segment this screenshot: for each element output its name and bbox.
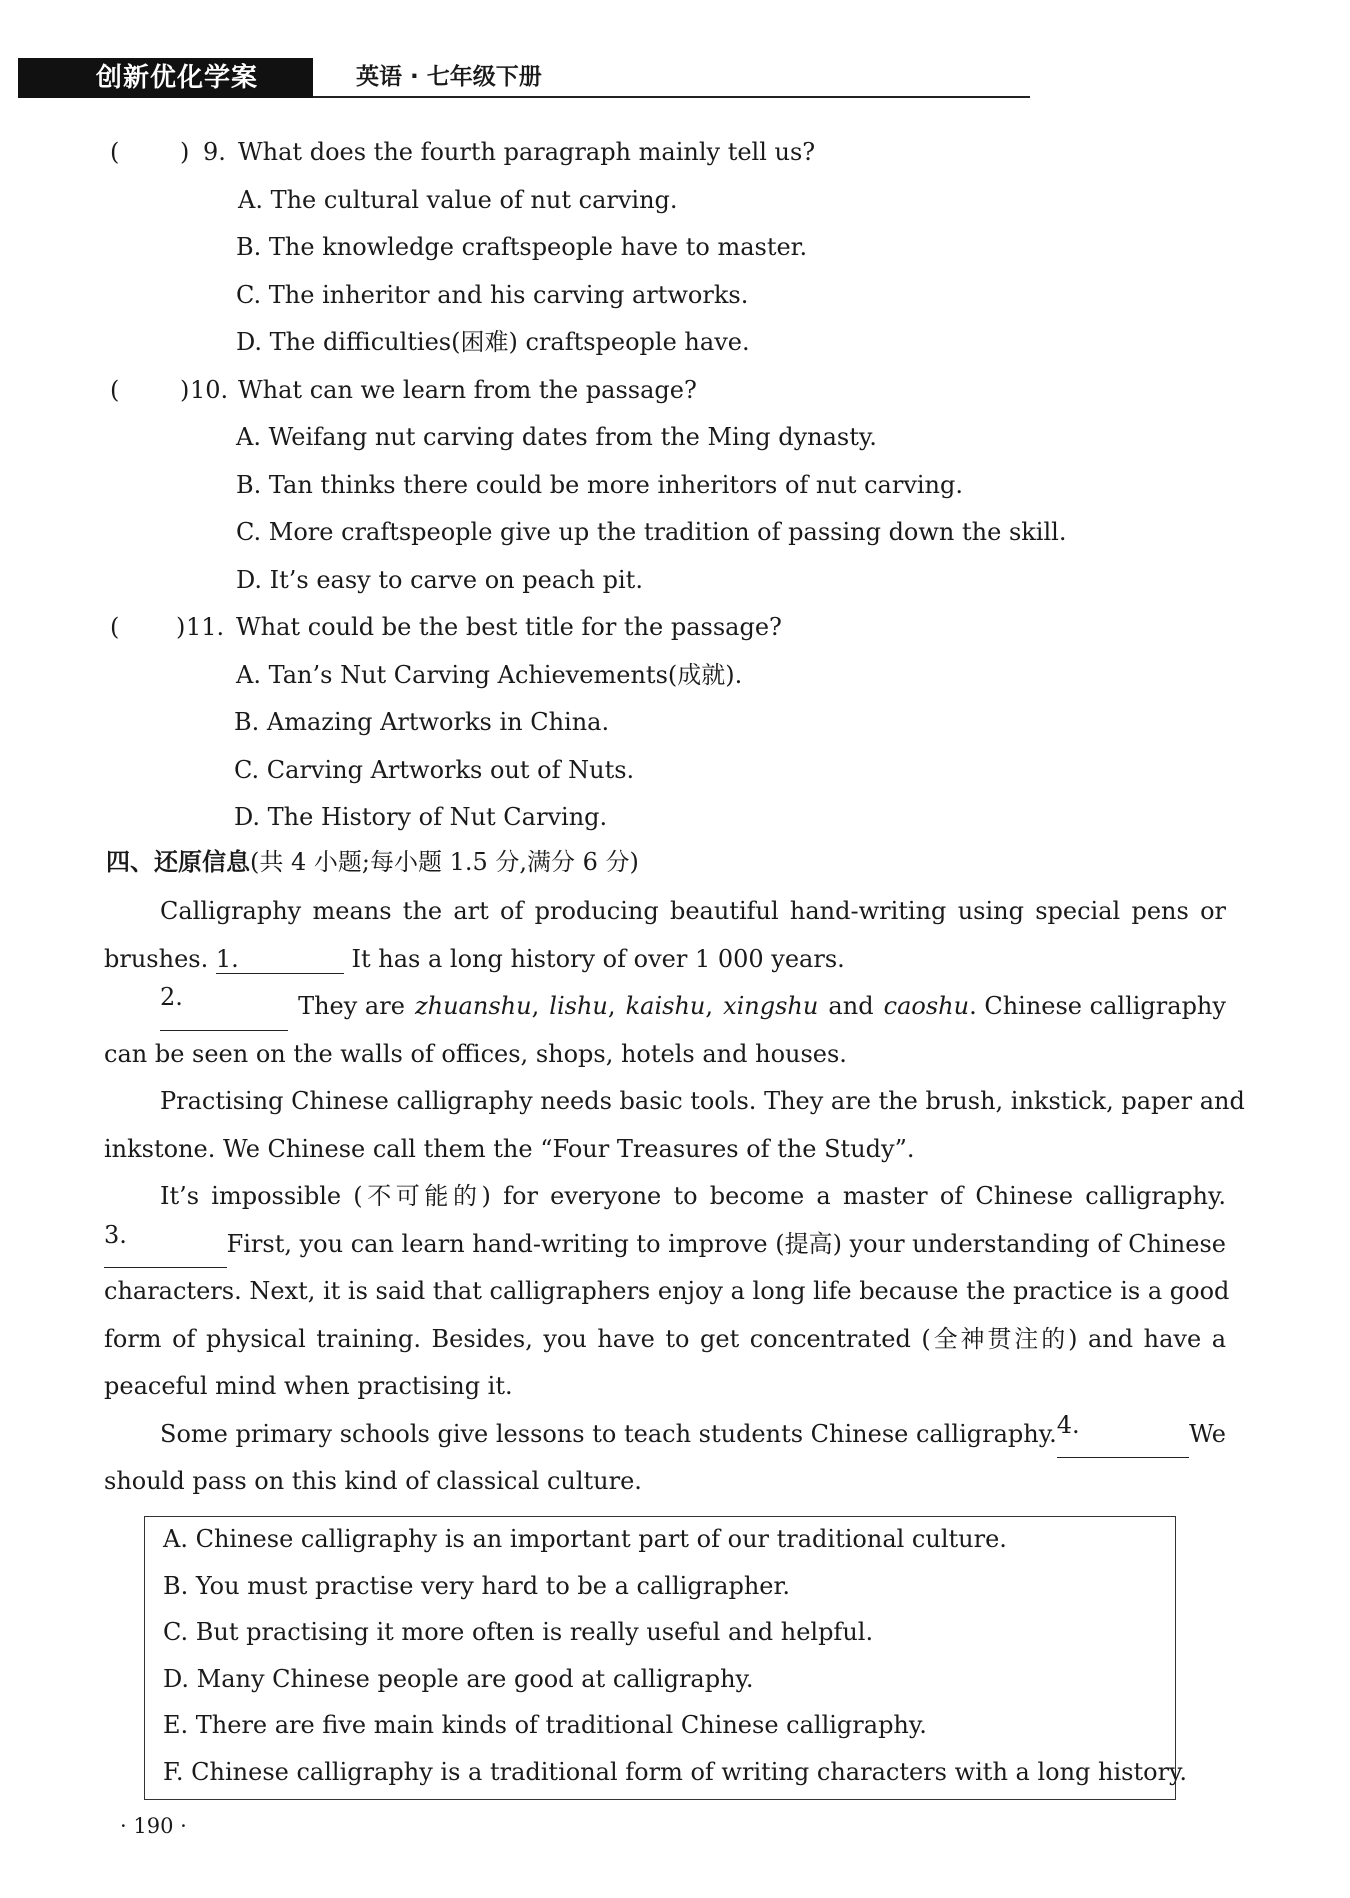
option-d: D. The difficulties(困难) craftspeople have. xyxy=(236,328,750,356)
box-option-e: E. There are five main kinds of traditional Chinese calligraphy. xyxy=(163,1711,927,1739)
option-c: C. More craftspeople give up the tradition of passing down the skill. xyxy=(236,518,1067,546)
passage-line: form of physical training. Besides, you have to get concentrated (全神贯注的) and have a xyxy=(104,1324,1226,1353)
option-d: D. It’s easy to carve on peach pit. xyxy=(236,566,643,594)
passage-line: 2. They are zhuanshu, lishu, kaishu, xingshu and caoshu. Chinese calligraphy xyxy=(104,983,1226,1031)
blank-1[interactable]: 1. xyxy=(216,945,344,974)
passage-text: Some primary schools give lessons to teach students Chinese calligraphy. xyxy=(160,1419,1057,1448)
blank-3[interactable]: 3. xyxy=(104,1221,227,1269)
passage-text: brushes. xyxy=(104,944,209,973)
answer-paren-open: ( xyxy=(110,138,120,166)
script-term: kaishu xyxy=(625,992,706,1020)
passage-line xyxy=(104,1411,1226,1459)
answer-options-box xyxy=(144,1516,1188,1800)
section-heading xyxy=(106,846,639,878)
box-option-b: B. You must practise very hard to be a calligrapher. xyxy=(163,1572,790,1600)
box-option-c: C. But practising it more often is really useful and helpful. xyxy=(163,1618,874,1646)
question-number: 9. xyxy=(203,138,226,166)
option-a: A. Weifang nut carving dates from the Ming dynasty. xyxy=(236,423,877,451)
option-a: A. Tan’s Nut Carving Achievements(成就). xyxy=(236,661,743,689)
blank-2[interactable]: 2. xyxy=(160,983,288,1031)
box-option-d: D. Many Chinese people are good at calligraphy. xyxy=(163,1665,754,1693)
question-stem: What could be the best title for the passage? xyxy=(236,613,782,641)
passage-line: peaceful mind when practising it. xyxy=(104,1372,513,1400)
option-b: B. Tan thinks there could be more inheritors of nut carving. xyxy=(236,471,963,499)
script-term: zhuanshu xyxy=(415,992,532,1020)
script-term: lishu xyxy=(549,992,608,1020)
passage-text: They are xyxy=(298,992,405,1020)
answer-paren-close: ) xyxy=(176,613,186,641)
page-number: · 190 · xyxy=(120,1814,187,1838)
passage xyxy=(104,888,1245,1506)
passage-text: First, you can learn hand-writing to improve (提高) your understanding of Chinese xyxy=(226,1229,1226,1258)
answer-paren-open: ( xyxy=(110,613,120,641)
passage-line: Calligraphy means the art of producing beautiful hand-writing using special pens or xyxy=(160,897,1226,925)
option-c: C. Carving Artworks out of Nuts. xyxy=(234,756,635,784)
passage-line: characters. Next, it is said that calligraphers enjoy a long life because the practice is a good xyxy=(104,1277,1230,1305)
script-term: caoshu xyxy=(883,992,970,1020)
brand-logo: 创新优化学案 xyxy=(18,58,313,98)
subject-title: 英语 · 七年级下册 xyxy=(356,64,542,90)
box-option-f: F. Chinese calligraphy is a traditional form of writing characters with a long history. xyxy=(163,1758,1188,1786)
option-d: D. The History of Nut Carving. xyxy=(234,803,608,831)
question-number: 11. xyxy=(186,613,225,641)
passage-line: can be seen on the walls of offices, shops, hotels and houses. xyxy=(104,1039,847,1068)
passage-text: It has a long history of over 1 000 years. xyxy=(351,944,845,973)
option-a: A. The cultural value of nut carving. xyxy=(238,186,678,214)
answer-paren-close: ) xyxy=(180,138,190,166)
passage-text: and xyxy=(828,992,874,1020)
option-c: C. The inheritor and his carving artworks. xyxy=(236,281,749,309)
passage-text: We xyxy=(1189,1419,1226,1448)
passage-line: should pass on this kind of classical culture. xyxy=(104,1467,642,1495)
passage-line: inkstone. We Chinese call them the “Four Treasures of the Study”. xyxy=(104,1134,915,1163)
box-option-a: A. Chinese calligraphy is an important part of our traditional culture. xyxy=(163,1525,1007,1553)
passage-line: It’s impossible (不可能的) for everyone to become a master of Chinese calligraphy. xyxy=(160,1182,1226,1210)
answer-paren-close: ) xyxy=(180,376,190,404)
passage-line: Practising Chinese calligraphy needs basic tools. They are the brush, inkstick, paper and xyxy=(160,1087,1245,1115)
question-stem: What does the fourth paragraph mainly tell us? xyxy=(238,138,816,166)
script-term: xingshu xyxy=(723,992,819,1020)
passage-line xyxy=(104,936,1226,984)
option-b: B. The knowledge craftspeople have to master. xyxy=(236,233,808,261)
section-heading-main: 四、还原信息 xyxy=(106,848,250,876)
question-number: 10. xyxy=(190,376,229,404)
page-header xyxy=(18,58,1030,98)
passage-line xyxy=(104,1221,1226,1269)
passage-text: . Chinese calligraphy xyxy=(969,992,1226,1020)
option-b: B. Amazing Artworks in China. xyxy=(234,708,610,736)
question-stem: What can we learn from the passage? xyxy=(238,376,697,404)
answer-paren-open: ( xyxy=(110,376,120,404)
section-heading-score: (共 4 小题;每小题 1.5 分,满分 6 分) xyxy=(250,848,639,876)
header-rule xyxy=(313,96,1030,98)
blank-4[interactable]: 4. xyxy=(1057,1411,1189,1459)
